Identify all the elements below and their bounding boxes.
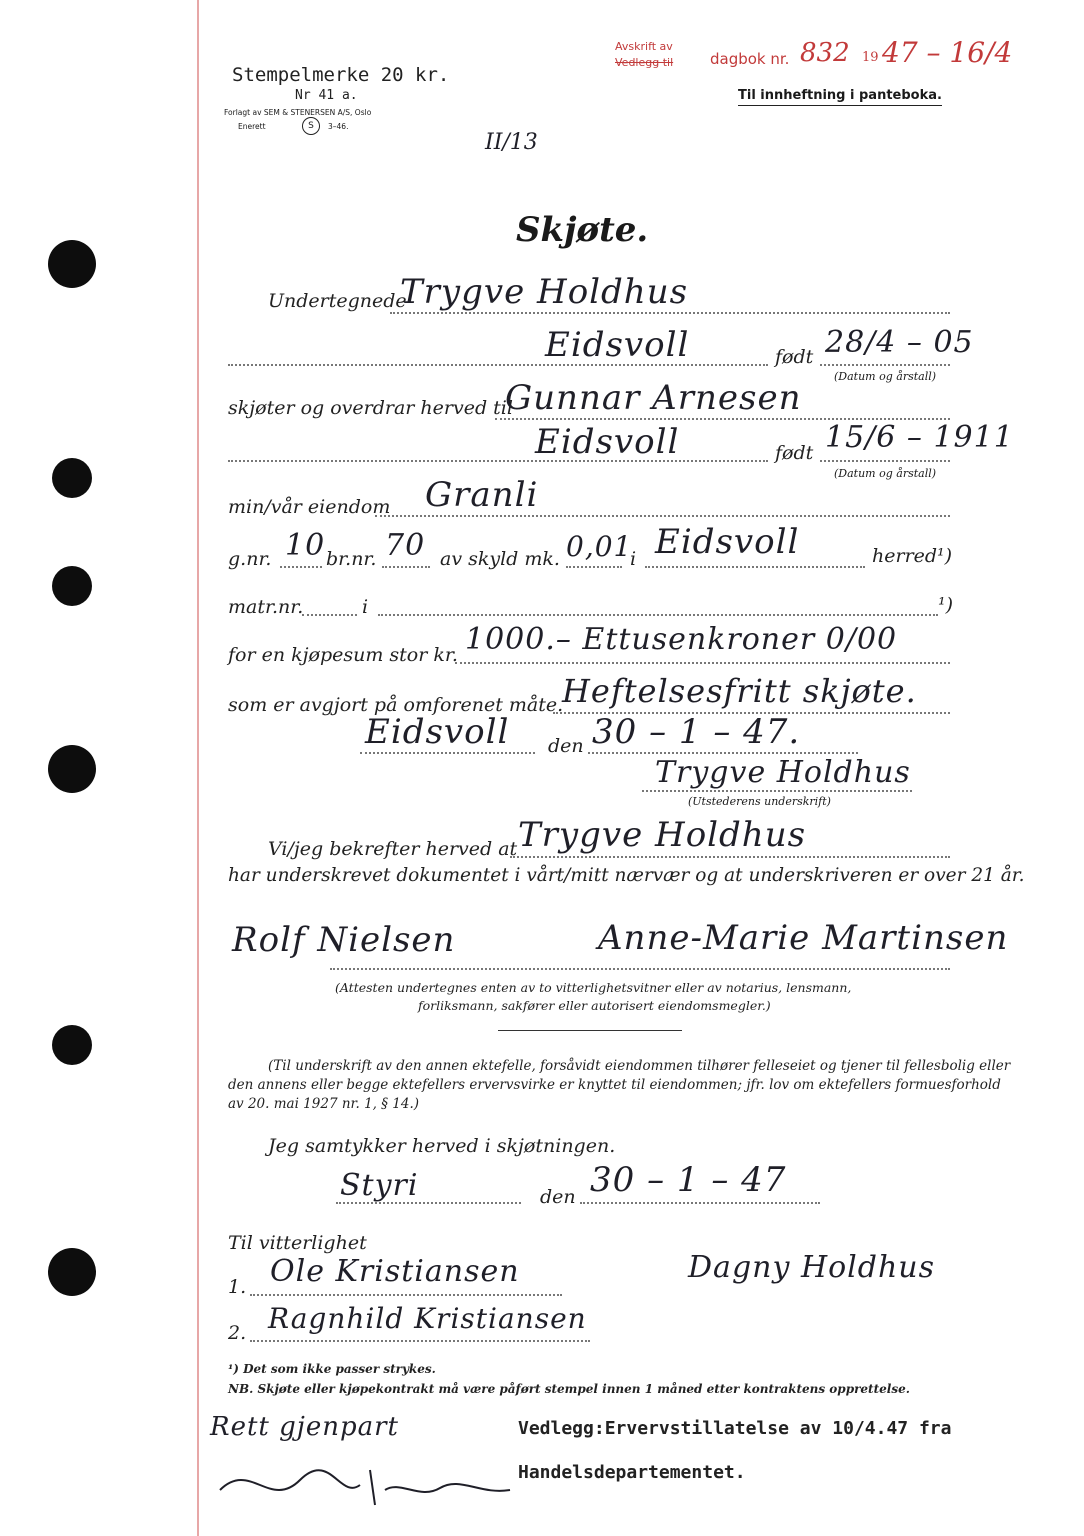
price-value: 1000.– Ettusenkroner 0/00 <box>465 622 898 657</box>
consent-den: den <box>540 1186 576 1208</box>
spouse-witness-1: Ole Kristiansen <box>270 1254 520 1289</box>
year-handwritten: 47 – 16/4 <box>882 36 1013 69</box>
confirm-label: Vi/jeg bekrefter herved at <box>268 838 518 860</box>
seller-name: Trygve Holdhus <box>400 272 689 312</box>
confirm-name: Trygve Holdhus <box>518 815 807 855</box>
herred-label: herred¹) <box>872 545 953 567</box>
brnr-label: br.nr. <box>326 548 377 570</box>
i-label: i <box>630 548 637 570</box>
matr-label: matr.nr. <box>228 596 304 618</box>
matr-footnote: ¹) <box>938 594 954 616</box>
dagbok-number: 832 <box>800 38 850 68</box>
avskrift-label: Avskrift av <box>615 40 673 53</box>
publisher-date: 3–46. <box>328 122 349 131</box>
buyer-place: Eidsvoll <box>535 422 680 462</box>
property-name: Granli <box>425 475 539 515</box>
spouse-note-1: (Til underskrift av den annen ektefelle, forsåvidt eiendommen tilhører felleseiet og tjener til fellesbolig eller <box>268 1058 1011 1074</box>
sign-place: Eidsvoll <box>365 712 510 752</box>
eiendom-label: min/vår eiendom <box>228 496 391 518</box>
witness-num-2: 2. <box>228 1322 247 1344</box>
footnote-1: ¹) Det som ikke passer strykes. <box>228 1362 436 1376</box>
matr-i: i <box>362 596 369 618</box>
page-title: Skjøte. <box>516 210 649 250</box>
folio-mark: II/13 <box>485 130 538 155</box>
publisher-enerett: Enerett <box>238 122 266 131</box>
copy-note: Rett gjenpart <box>210 1412 399 1442</box>
stamp-label: Stempelmerke 20 kr. <box>232 64 450 86</box>
spouse-note-2: den annens eller begge ektefellers ervervsvirke er knyttet til eiendommen; jfr. lov om ektefellers formuesforhold <box>228 1077 1001 1093</box>
datum-note-2: (Datum og årstall) <box>834 467 937 480</box>
vitterlighet-label: Til vitterlighet <box>228 1232 367 1254</box>
punch-hole <box>52 1025 92 1065</box>
attest-note-1: (Attesten undertegnes enten av to vitterlighetsvitner eller av notarius, lensmann, <box>335 980 852 995</box>
punch-hole <box>48 240 96 288</box>
fodt-label: født <box>775 346 814 368</box>
consent-text: Jeg samtykker herved i skjøtningen. <box>268 1135 616 1157</box>
punch-hole <box>48 1248 96 1296</box>
gnr-label: g.nr. <box>228 548 272 570</box>
seller-birthdate: 28/4 – 05 <box>825 325 974 360</box>
punch-hole <box>48 745 96 793</box>
year-printed: 19 <box>862 50 879 65</box>
settled-label: som er avgjort på omforenet måte. <box>228 694 564 716</box>
witness-num-1: 1. <box>228 1276 247 1298</box>
consent-date: 30 – 1 – 47 <box>590 1160 787 1200</box>
witness-signature-2: Anne-Marie Martinsen <box>598 918 1009 958</box>
skyld-value: 0,01 <box>566 530 633 563</box>
attest-note-2: forliksmann, sakfører eller autorisert eiendomsmegler.) <box>418 998 771 1013</box>
seller-place: Eidsvoll <box>545 325 690 365</box>
witness-signature-1: Rolf Nielsen <box>232 920 456 960</box>
municipality: Eidsvoll <box>655 522 800 562</box>
datum-note: (Datum og årstall) <box>834 370 937 383</box>
vedlegg-line-1: Vedlegg:Ervervstillatelse av 10/4.47 fra <box>518 1418 952 1439</box>
settled-value: Heftelsesfritt skjøte. <box>562 672 917 710</box>
vedlegg-label: Vedlegg til <box>615 56 674 69</box>
spouse-signature: Dagny Holdhus <box>688 1250 936 1285</box>
skyld-label: av skyld mk. <box>440 548 560 570</box>
issuer-note: (Utstederens underskrift) <box>688 795 831 808</box>
transfer-label: skjøter og overdrar herved til <box>228 397 513 419</box>
dagbok-label: dagbok nr. <box>710 50 790 68</box>
consent-place: Styri <box>340 1168 419 1203</box>
issuer-signature: Trygve Holdhus <box>655 755 911 790</box>
den-label: den <box>548 735 584 757</box>
confirm-text: har underskrevet dokumentet i vårt/mitt nærvær og at underskriveren er over 21 år. <box>228 865 1025 886</box>
publisher-line: Forlagt av SEM & STENERSEN A/S, Oslo <box>224 108 372 117</box>
price-label: for en kjøpesum stor kr. <box>228 644 458 666</box>
undertegnede-label: Undertegnede <box>268 290 407 312</box>
brnr-value: 70 <box>385 528 426 563</box>
publisher-seal-icon: S <box>302 117 320 135</box>
spouse-witness-2: Ragnhild Kristiansen <box>268 1302 587 1335</box>
gnr-value: 10 <box>285 528 326 563</box>
innheftning-note: Til innheftning i panteboka. <box>738 88 942 106</box>
footnote-2: NB. Skjøte eller kjøpekontrakt må være påført stempel innen 1 måned etter kontraktens opprettelse. <box>228 1382 910 1396</box>
punch-hole <box>52 566 92 606</box>
margin-rule <box>197 0 199 1536</box>
sign-date: 30 – 1 – 47. <box>592 712 801 752</box>
vedlegg-line-2: Handelsdepartementet. <box>518 1462 746 1483</box>
divider <box>498 1030 682 1031</box>
spouse-note-3: av 20. mai 1927 nr. 1, § 14.) <box>228 1096 420 1112</box>
buyer-birthdate: 15/6 – 1911 <box>825 420 1014 455</box>
form-number: Nr 41 a. <box>295 88 358 103</box>
fodt-label-2: født <box>775 442 814 464</box>
punch-hole <box>52 458 92 498</box>
signature-scribble-icon <box>210 1450 530 1520</box>
buyer-name: Gunnar Arnesen <box>505 378 802 418</box>
